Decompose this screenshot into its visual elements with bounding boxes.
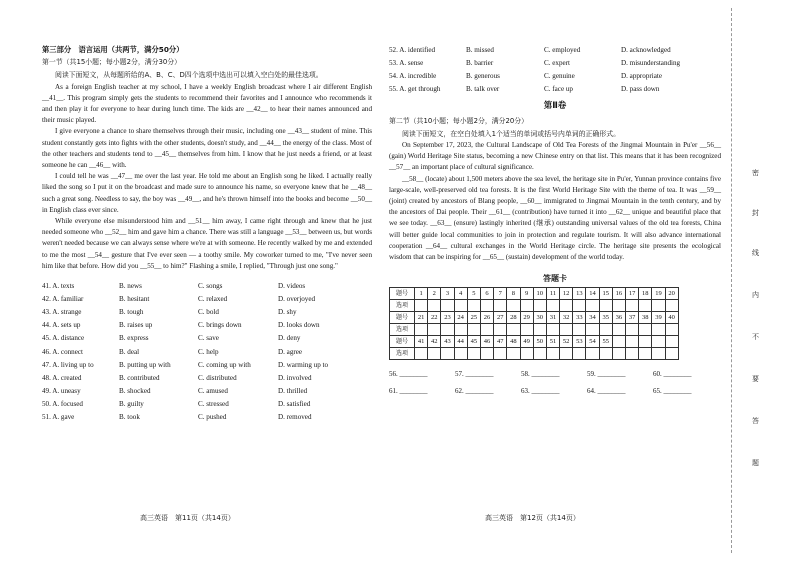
answer-cell[interactable] bbox=[586, 348, 599, 360]
option-choice: 46. A. connect bbox=[42, 347, 83, 356]
answer-cell[interactable] bbox=[639, 300, 652, 312]
binding-char: 不 bbox=[752, 333, 759, 341]
question-number-cell: 35 bbox=[599, 312, 612, 324]
fill-blank-answers bbox=[389, 366, 721, 400]
option-choice: 50. A. focused bbox=[42, 399, 83, 408]
option-row bbox=[42, 293, 372, 306]
fill-blank-item[interactable]: 61. ________ bbox=[389, 387, 428, 396]
option-choice: D. pass down bbox=[621, 85, 660, 94]
answer-cell[interactable] bbox=[546, 324, 559, 336]
passage-paragraph: While everyone else misunderstood him and __51__ him away, I came right through and knew that he just needed someone who __52__ him and gave him a chance. There was still a language __53__ between us, but words weren't needed because we can always sense where we're at with someone. He recently walked by me and extended to me the most __54__ gesture that I've ever seen — a toothy smile. My coworker turned to me, "I've never seen him like that before. How did you __55__ to him?" Flashing a smile, I replied, "Through just one song." bbox=[42, 217, 372, 270]
option-choice: D. acknowledged bbox=[621, 46, 671, 54]
option-choice: 52. A. identified bbox=[389, 46, 436, 54]
answer-cell[interactable] bbox=[520, 348, 533, 360]
option-choice: D. agree bbox=[278, 347, 303, 356]
option-choice: B. hesitant bbox=[119, 295, 150, 304]
option-choice: B. deal bbox=[119, 347, 140, 356]
question-number-cell: 55 bbox=[599, 336, 612, 348]
question-number-cell: 6 bbox=[480, 288, 493, 300]
question-number-cell bbox=[652, 336, 665, 348]
question-number-cell: 21 bbox=[415, 312, 428, 324]
option-choice: C. employed bbox=[544, 46, 581, 54]
option-choice: 54. A. incredible bbox=[389, 72, 437, 81]
question-number-cell: 27 bbox=[494, 312, 507, 324]
question-number-cell: 20 bbox=[665, 288, 678, 300]
answer-cell[interactable] bbox=[573, 348, 586, 360]
option-choice: C. brings down bbox=[198, 321, 242, 330]
answer-cell[interactable] bbox=[652, 300, 665, 312]
option-row bbox=[389, 44, 721, 57]
question-number-cell: 43 bbox=[441, 336, 454, 348]
question-number-cell: 41 bbox=[415, 336, 428, 348]
answer-cell[interactable] bbox=[599, 324, 612, 336]
fill-blank-item[interactable]: 64. ________ bbox=[587, 387, 626, 396]
option-choice: D. looks down bbox=[278, 321, 320, 330]
option-choice: D. overjoyed bbox=[278, 295, 316, 304]
question-number-cell bbox=[639, 336, 652, 348]
option-row bbox=[42, 346, 372, 359]
option-choice: D. satisfied bbox=[278, 399, 311, 408]
option-choice: B. took bbox=[119, 413, 140, 421]
question-number-cell: 2 bbox=[428, 288, 441, 300]
option-choice: 49. A. uneasy bbox=[42, 386, 81, 395]
question-number-cell: 5 bbox=[467, 288, 480, 300]
question-number-cell: 44 bbox=[454, 336, 467, 348]
question-number-cell: 32 bbox=[560, 312, 573, 324]
row-label-option: 选项 bbox=[390, 324, 415, 336]
question-number-cell: 23 bbox=[441, 312, 454, 324]
option-choice: C. amused bbox=[198, 386, 228, 395]
answer-cell[interactable] bbox=[665, 300, 678, 312]
question-number-cell: 28 bbox=[507, 312, 520, 324]
question-number-cell: 15 bbox=[599, 288, 612, 300]
answer-cell[interactable] bbox=[467, 324, 480, 336]
answer-cell[interactable] bbox=[665, 324, 678, 336]
question-number-cell: 37 bbox=[626, 312, 639, 324]
option-row bbox=[42, 372, 372, 385]
question-number-cell: 25 bbox=[467, 312, 480, 324]
question-number-cell: 40 bbox=[665, 312, 678, 324]
question-number-cell: 42 bbox=[428, 336, 441, 348]
option-choice: 55. A. get through bbox=[389, 85, 441, 94]
question-number-cell bbox=[612, 336, 625, 348]
option-choice: C. expert bbox=[544, 59, 571, 68]
answer-cell[interactable] bbox=[586, 324, 599, 336]
question-number-cell: 47 bbox=[494, 336, 507, 348]
answer-cell[interactable] bbox=[441, 300, 454, 312]
option-choice: B. generous bbox=[466, 72, 500, 81]
answer-card-title: 答题卡 bbox=[543, 274, 567, 284]
option-choice: C. songs bbox=[198, 282, 223, 291]
question-number-cell: 1 bbox=[415, 288, 428, 300]
option-choice: C. genuine bbox=[544, 72, 575, 81]
answer-cell[interactable] bbox=[428, 300, 441, 312]
right-column bbox=[389, 44, 721, 400]
answer-cell[interactable] bbox=[494, 324, 507, 336]
question-number-cell: 48 bbox=[507, 336, 520, 348]
question-number-cell: 46 bbox=[480, 336, 493, 348]
question-number-cell: 16 bbox=[612, 288, 625, 300]
question-number-cell: 14 bbox=[586, 288, 599, 300]
option-row bbox=[42, 280, 372, 293]
answer-cell[interactable] bbox=[480, 300, 493, 312]
answer-cell[interactable] bbox=[454, 324, 467, 336]
instruction: 阅读下面短文，在空白处填入1个适当的单词或括号内单词的正确形式。 bbox=[402, 129, 620, 138]
option-choice: B. barrier bbox=[466, 59, 494, 68]
answer-cell[interactable] bbox=[533, 300, 546, 312]
answer-cell[interactable] bbox=[454, 348, 467, 360]
option-choice: C. help bbox=[198, 347, 219, 356]
option-row bbox=[42, 306, 372, 319]
answer-cell[interactable] bbox=[467, 348, 480, 360]
option-choice: D. misunderstanding bbox=[621, 59, 681, 68]
option-choice: C. stressed bbox=[198, 399, 229, 408]
row-label-option: 选项 bbox=[390, 348, 415, 360]
answer-cell[interactable] bbox=[441, 348, 454, 360]
fill-blank-item[interactable]: 56. ________ bbox=[389, 370, 428, 379]
binding-char: 线 bbox=[752, 249, 759, 257]
binding-char: 内 bbox=[752, 291, 759, 299]
question-number-cell: 39 bbox=[652, 312, 665, 324]
row-label-option: 选项 bbox=[390, 300, 415, 312]
answer-cell[interactable] bbox=[626, 300, 639, 312]
answer-cell[interactable] bbox=[507, 324, 520, 336]
question-number-cell: 9 bbox=[520, 288, 533, 300]
options-list bbox=[42, 280, 372, 424]
option-choice: 43. A. strange bbox=[42, 308, 82, 317]
option-choice: 51. A. gave bbox=[42, 413, 75, 421]
answer-cell[interactable] bbox=[586, 300, 599, 312]
answer-cell[interactable] bbox=[520, 324, 533, 336]
question-number-cell: 8 bbox=[507, 288, 520, 300]
option-choice: 42. A. familiar bbox=[42, 295, 84, 304]
option-choice: B. express bbox=[119, 334, 149, 343]
answer-cell[interactable] bbox=[507, 348, 520, 360]
option-choice: B. guilty bbox=[119, 399, 144, 408]
answer-cell[interactable] bbox=[626, 324, 639, 336]
question-number-cell: 11 bbox=[546, 288, 559, 300]
answer-cell[interactable] bbox=[612, 348, 625, 360]
question-number-cell: 52 bbox=[560, 336, 573, 348]
answer-cell[interactable] bbox=[560, 348, 573, 360]
question-number-cell: 22 bbox=[428, 312, 441, 324]
option-choice: D. deny bbox=[278, 334, 301, 343]
answer-cell[interactable] bbox=[652, 348, 665, 360]
question-number-cell: 53 bbox=[573, 336, 586, 348]
option-choice: B. shocked bbox=[119, 386, 151, 395]
answer-cell[interactable] bbox=[428, 348, 441, 360]
option-choice: B. news bbox=[119, 282, 142, 291]
fill-blank-item[interactable]: 60. ________ bbox=[653, 370, 692, 379]
question-number-cell: 31 bbox=[546, 312, 559, 324]
option-choice: D. removed bbox=[278, 413, 312, 421]
question-number-cell bbox=[626, 336, 639, 348]
answer-cell[interactable] bbox=[415, 348, 428, 360]
answer-cell[interactable] bbox=[533, 348, 546, 360]
answer-cell[interactable] bbox=[428, 324, 441, 336]
option-choice: D. videos bbox=[278, 282, 306, 291]
option-choice: B. putting up with bbox=[119, 360, 171, 369]
row-label-number: 题号 bbox=[390, 312, 415, 324]
option-choice: B. missed bbox=[466, 46, 494, 54]
answer-cell[interactable] bbox=[599, 348, 612, 360]
option-row bbox=[42, 411, 372, 424]
answer-cell[interactable] bbox=[454, 300, 467, 312]
question-number-cell: 45 bbox=[467, 336, 480, 348]
option-choice: D. appropriate bbox=[621, 72, 662, 81]
subsection-title: 第一节（共15小题；每小题2分，满分30分） bbox=[42, 58, 182, 67]
question-number-cell: 7 bbox=[494, 288, 507, 300]
option-choice: D. thrilled bbox=[278, 386, 308, 395]
question-number-cell: 36 bbox=[612, 312, 625, 324]
option-row bbox=[42, 319, 372, 332]
passage-paragraph: As a foreign English teacher at my school, I have a weekly English broadcast where I air different English __41__. This program simply gets the students to recommend their favorites and I announce who recommends it and then play it for everyone to hear during lunch time. The kids are __42__ to hear their names announced and their music played. bbox=[42, 82, 372, 125]
answer-cell[interactable] bbox=[626, 348, 639, 360]
page-footer: 高三英语 第12页（共14页） bbox=[485, 514, 580, 522]
row-label-number: 题号 bbox=[390, 288, 415, 300]
option-choice: C. save bbox=[198, 334, 219, 343]
fill-blank-item[interactable]: 59. ________ bbox=[587, 370, 626, 379]
question-number-cell: 4 bbox=[454, 288, 467, 300]
answer-cell[interactable] bbox=[480, 324, 493, 336]
question-number-cell: 3 bbox=[441, 288, 454, 300]
binding-char: 题 bbox=[752, 459, 759, 467]
option-choice: 53. A. sense bbox=[389, 59, 424, 68]
answer-cell[interactable] bbox=[599, 300, 612, 312]
answer-card-grid bbox=[389, 287, 679, 360]
answer-cell[interactable] bbox=[507, 300, 520, 312]
question-number-cell: 49 bbox=[520, 336, 533, 348]
answer-cell[interactable] bbox=[573, 300, 586, 312]
answer-cell[interactable] bbox=[665, 348, 678, 360]
answer-cell[interactable] bbox=[415, 300, 428, 312]
option-row bbox=[42, 332, 372, 345]
passage-paragraph: On September 17, 2023, the Cultural Landscape of Old Tea Forests of the Jingmai Mountain in Pu'er __56__ (gain) World Heritage Site status, becoming a new Chinese entry on that list. This means that it has been recognized __57__ an important place of cultural significance. bbox=[389, 140, 721, 172]
answer-cell[interactable] bbox=[612, 300, 625, 312]
answer-cell[interactable] bbox=[612, 324, 625, 336]
question-number-cell: 12 bbox=[560, 288, 573, 300]
question-number-cell: 38 bbox=[639, 312, 652, 324]
answer-cell[interactable] bbox=[494, 300, 507, 312]
answer-cell[interactable] bbox=[480, 348, 493, 360]
option-choice: 48. A. created bbox=[42, 373, 82, 382]
binding-line bbox=[731, 8, 732, 553]
answer-cell[interactable] bbox=[639, 324, 652, 336]
answer-cell[interactable] bbox=[533, 324, 546, 336]
question-number-cell: 24 bbox=[454, 312, 467, 324]
option-row bbox=[42, 359, 372, 372]
answer-cell[interactable] bbox=[415, 324, 428, 336]
option-choice: 41. A. texts bbox=[42, 282, 75, 291]
question-number-cell: 51 bbox=[546, 336, 559, 348]
question-number-cell: 17 bbox=[626, 288, 639, 300]
fill-blank-row bbox=[389, 366, 721, 383]
answer-cell[interactable] bbox=[494, 348, 507, 360]
fill-blank-row bbox=[389, 383, 721, 400]
option-choice: 47. A. living up to bbox=[42, 360, 94, 369]
option-choice: B. raises up bbox=[119, 321, 153, 330]
question-number-cell: 34 bbox=[586, 312, 599, 324]
option-row bbox=[389, 57, 721, 70]
option-choice: C. pushed bbox=[198, 413, 227, 421]
answer-cell[interactable] bbox=[546, 300, 559, 312]
option-choice: D. warming up to bbox=[278, 360, 329, 369]
fill-blank-item[interactable]: 65. ________ bbox=[653, 387, 692, 396]
binding-char: 封 bbox=[752, 209, 759, 217]
answer-cell[interactable] bbox=[546, 348, 559, 360]
option-choice: B. talk over bbox=[466, 85, 500, 94]
page-footer: 高三英语 第11页（共14页） bbox=[140, 514, 235, 522]
option-choice: D. shy bbox=[278, 308, 297, 317]
instruction: 阅读下面短文，从每题所给的A、B、C、D四个选项中选出可以填入空白处的最佳选项。 bbox=[55, 71, 323, 80]
option-choice: D. involved bbox=[278, 373, 312, 382]
question-number-cell: 10 bbox=[533, 288, 546, 300]
fill-blank-item[interactable]: 62. ________ bbox=[455, 387, 494, 396]
question-number-cell: 13 bbox=[573, 288, 586, 300]
question-number-cell: 50 bbox=[533, 336, 546, 348]
options-list bbox=[389, 44, 721, 96]
left-column bbox=[42, 44, 372, 424]
question-number-cell: 30 bbox=[533, 312, 546, 324]
option-choice: B. tough bbox=[119, 308, 144, 317]
answer-cell[interactable] bbox=[560, 300, 573, 312]
question-number-cell: 33 bbox=[573, 312, 586, 324]
option-choice: C. distributed bbox=[198, 373, 237, 382]
binding-char: 要 bbox=[752, 375, 759, 383]
answer-cell[interactable] bbox=[520, 300, 533, 312]
question-number-cell: 18 bbox=[639, 288, 652, 300]
fill-blank-item[interactable]: 57. ________ bbox=[455, 370, 494, 379]
option-row bbox=[389, 83, 721, 96]
option-choice: C. coming up with bbox=[198, 360, 251, 369]
question-number-cell: 54 bbox=[586, 336, 599, 348]
answer-cell[interactable] bbox=[467, 300, 480, 312]
option-choice: B. contributed bbox=[119, 373, 160, 382]
question-number-cell: 26 bbox=[480, 312, 493, 324]
option-choice: C. bold bbox=[198, 308, 219, 317]
answer-cell[interactable] bbox=[560, 324, 573, 336]
option-choice: C. relaxed bbox=[198, 295, 228, 304]
binding-char: 密 bbox=[752, 169, 759, 177]
volume-title: 第Ⅱ卷 bbox=[543, 101, 567, 112]
fill-blank-item[interactable]: 58. ________ bbox=[521, 370, 560, 379]
answer-cell[interactable] bbox=[652, 324, 665, 336]
answer-cell[interactable] bbox=[639, 348, 652, 360]
subsection-title: 第二节（共10小题；每小题2分，满分20分） bbox=[389, 116, 529, 125]
option-choice: 45. A. distance bbox=[42, 334, 85, 343]
option-row bbox=[389, 70, 721, 83]
binding-char: 答 bbox=[752, 417, 759, 425]
passage-paragraph: I give everyone a chance to share themselves through their music, including one __43__ student of mine. This student constantly gets into fights with the other students, doesn't study, and __44__ the energy of the class. Most of the other teachers and students tend to __45__ themselves from him. I know that he just needs a friend, or at least someone he can __46__ with. bbox=[42, 127, 372, 170]
option-row bbox=[42, 398, 372, 411]
question-number-cell: 19 bbox=[652, 288, 665, 300]
question-number-cell bbox=[665, 336, 678, 348]
section-title: 第三部分 语言运用（共两节，满分50分） bbox=[42, 45, 184, 54]
fill-blank-item[interactable]: 63. ________ bbox=[521, 387, 560, 396]
option-row bbox=[42, 385, 372, 398]
question-number-cell: 29 bbox=[520, 312, 533, 324]
option-choice: C. face up bbox=[544, 85, 573, 94]
answer-cell[interactable] bbox=[573, 324, 586, 336]
passage-paragraph: __58__ (locate) about 1,500 meters above the sea level, the heritage site in Pu'er, Yunnan province contains five large-scale, well-preserved old tea forests. It is the first World Heritage Site with the theme of tea. It was __59__ (joint) created by ancestors of Blang people, __60__ immigrated to Jingmai Mountain in the tenth century, and by the ancestors of Dai people. Their __61__ (contribution) have turned it into __62__ unique and beautiful place that we see today. __63__ (ensure) lastingly inherited (继承) outstanding universal values of the old tea forests, China will better guide local communities to join in protection and regulate tourism. It will also advance international cooperation __64__ cultural exchanges in the World Heritage circle. The heritage site presents the ecological wisdom that can be inspiring for __65__ (sustain) development of the world today. bbox=[389, 174, 721, 262]
passage-paragraph: I could tell he was __47__ me over the last year. He told me about an English song he liked. I actually really liked the song so I put it on the broadcast and made sure to announce his name, so everyone knew that he __48__ such a great song. Needless to say, the boy was __49__, and he's thrown himself into the books and become __50__ in English class ever since. bbox=[42, 172, 372, 214]
option-choice: 44. A. sets up bbox=[42, 321, 81, 330]
row-label-number: 题号 bbox=[390, 336, 415, 348]
answer-cell[interactable] bbox=[441, 324, 454, 336]
